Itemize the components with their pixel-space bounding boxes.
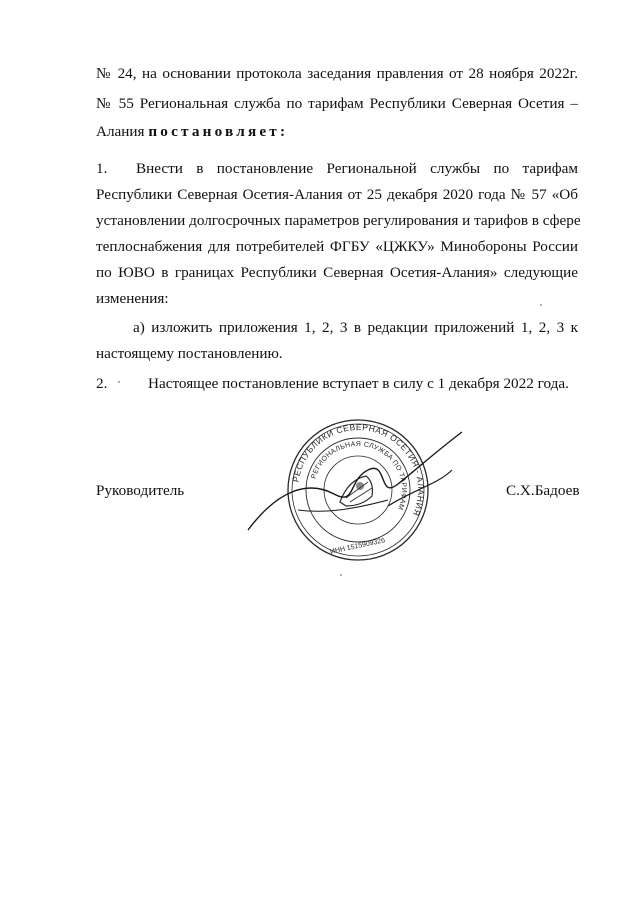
scan-speck [118,381,120,383]
intro-line-3-plain: Алания [96,123,149,140]
seal-outer-text: РЕСПУБЛИКИ СЕВЕРНАЯ ОСЕТИЯ - АЛАНИЯ [290,421,427,518]
item-1-line-3: установлении долгосрочных параметров регулирования и тарифов в сфере [96,212,581,229]
item-1-line-4: теплоснабжения для потребителей ФГБУ «ЦЖКУ» Минобороны России [96,238,578,255]
seal-inner-ring [324,456,392,524]
intro-line-3 [96,123,578,141]
intro-line-2: № 55 Региональная служба по тарифам Республики Северная Осетия – [96,95,578,112]
item-2-number: 2. [96,375,108,392]
signatory-name: С.Х.Бадоев [506,482,580,499]
signatory-position: Руководитель [96,482,185,499]
scan-speck [540,304,542,306]
item-1-line-1: Внести в постановление Региональной службы по тарифам [136,160,578,177]
subitem-a-line-2: настоящему постановлению. [96,345,283,362]
seal-middle-ring [306,438,410,542]
resolution-word: постановляет: [148,123,289,140]
item-1-line-2: Республики Северная Осетия-Алания от 25 декабря 2020 года № 57 «Об [96,186,578,203]
official-seal [238,410,478,570]
item-1-line-6: изменения: [96,290,169,307]
intro-line-1: № 24, на основании протокола заседания правления от 28 ноября 2022г. [96,65,578,82]
seal-inn-text: ИНН 1515909326 [329,537,386,556]
seal-inner-text: РЕГИОНАЛЬНАЯ СЛУЖБА ПО ТАРИФАМ [310,440,408,511]
item-1-line-5: по ЮВО в границах Республики Северная Осетия-Алания» следующие [96,264,578,281]
item-1-number: 1. [96,160,108,177]
item-2-text: Настоящее постановление вступает в силу с 1 декабря 2022 года. [148,375,569,392]
scan-speck [340,574,342,576]
subitem-a-line-1: а) изложить приложения 1, 2, 3 в редакции приложений 1, 2, 3 к [133,319,578,336]
